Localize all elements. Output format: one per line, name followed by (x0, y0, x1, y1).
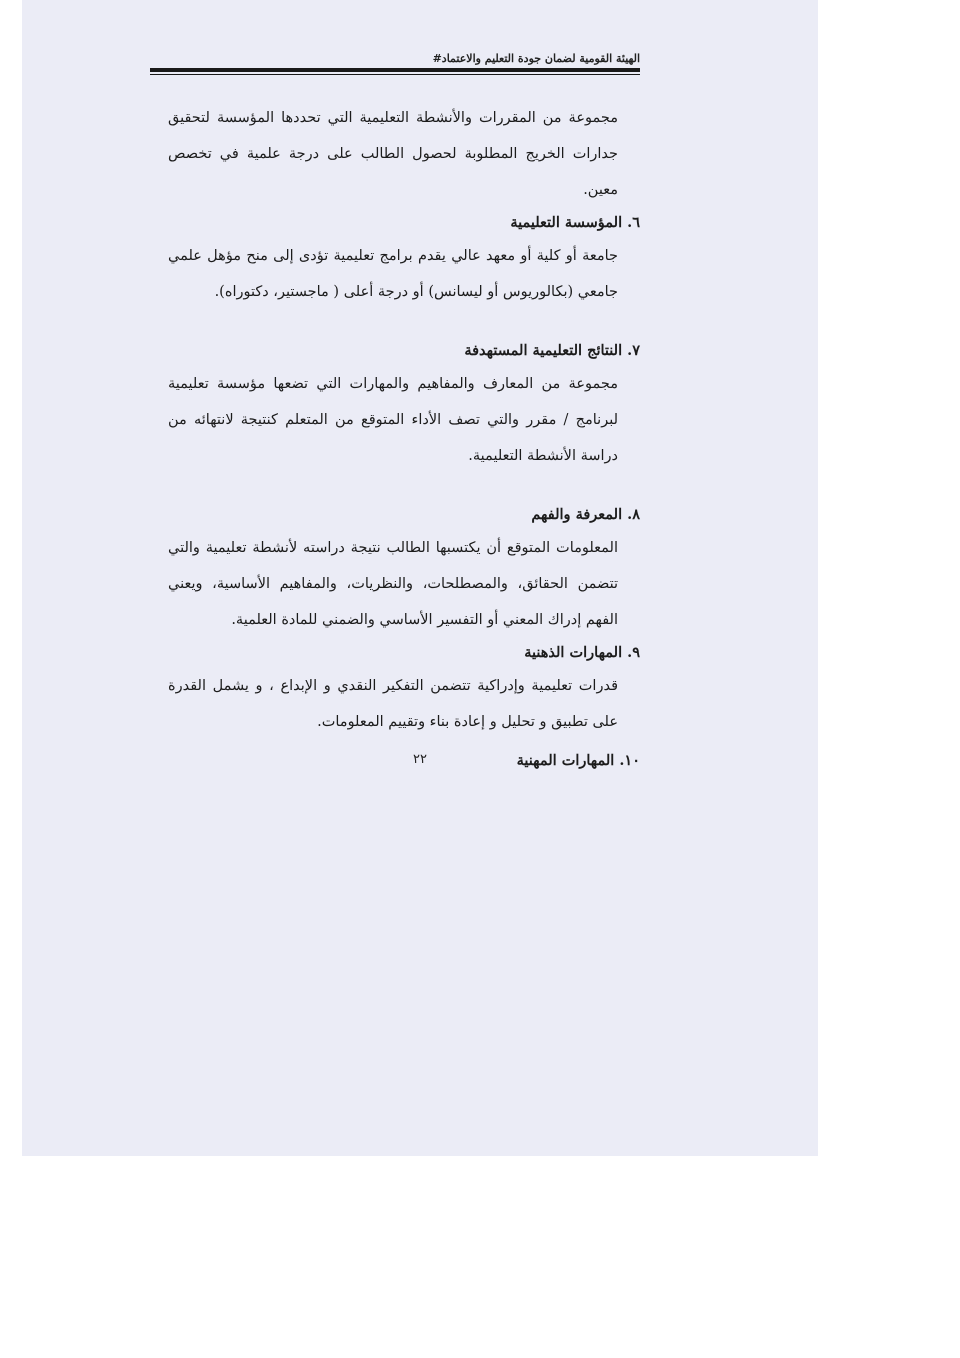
section-9-heading: ٩. المهارات الذهنية (524, 644, 640, 661)
header-rule-thin (150, 74, 640, 75)
header-rule-thick (150, 68, 640, 72)
header-title: الهيئة القومية لضمان جودة التعليم والاعتماد (441, 52, 640, 65)
section-8-paragraph: المعلومات المتوقع أن يكتسبها الطالب نتيجة دراسته لأنشطة تعليمية والتي تتضمن الحقائق، والمصطلحات، والنظريات، والمفاهيم الأساسية، ويعني الفهم إدراك المعني أو التفسير الأساسي والضمني للمادة العلمية. (168, 540, 618, 628)
section-7-paragraph: مجموعة من المعارف والمفاهيم والمهارات التي تضعها مؤسسة تعليمية لبرنامج / مقرر والتي تصف الأداء المتوقع من المتعلم كنتيجة لانتهائه من دراسة الأنشطة التعليمية. (168, 376, 618, 464)
page-header (150, 52, 640, 65)
section-9-paragraph: قدرات تعليمية وإدراكية تتضمن التفكير النقدي و الإبداع ، و يشمل القدرة على تطبيق و تحليل و إعادة بناء وتقييم المعلومات. (168, 678, 618, 730)
section-6-heading: ٦. المؤسسة التعليمية (510, 214, 640, 231)
intro-paragraph: مجموعة من المقررات والأنشطة التعليمية التي تحددها المؤسسة لتحقيق جدارات الخريج المطلوبة لحصول الطالب على درجة علمية في تخصص معين. (168, 110, 618, 198)
header-mark: # (432, 52, 442, 65)
section-6-paragraph: جامعة أو كلية أو معهد عالي يقدم برامج تعليمية تؤدى إلى منح مؤهل علمي جامعي (بكالوريوس أو ليسانس) أو درجة أعلى ( ماجستير، دكتوراه). (168, 248, 618, 300)
section-10-heading: ١٠. المهارات المهنية (516, 752, 640, 769)
section-8-heading: ٨. المعرفة والفهم (531, 506, 640, 523)
section-7-heading: ٧. النتائج التعليمية المستهدفة (464, 342, 640, 359)
document-body (168, 100, 640, 776)
page-number: ٢٢ (413, 752, 427, 767)
